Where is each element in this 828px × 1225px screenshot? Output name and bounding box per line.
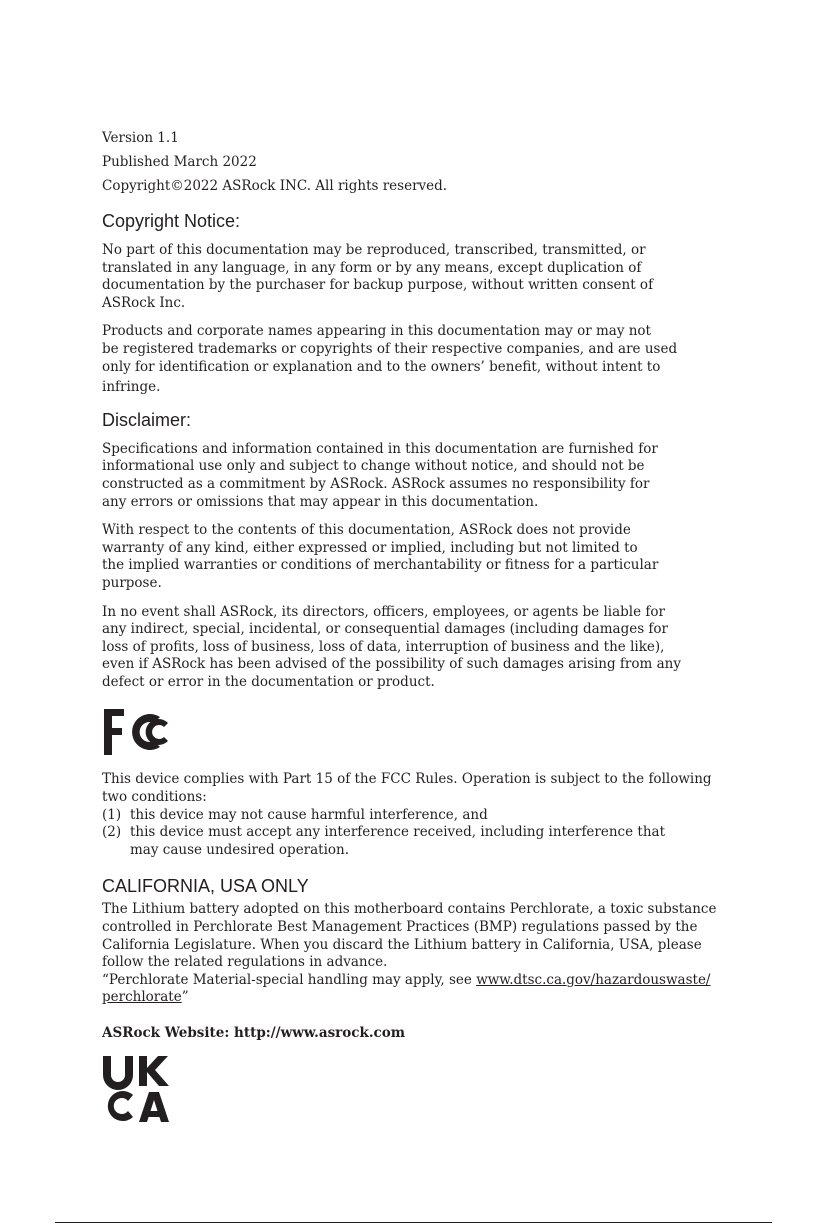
quote-suffix: ”	[181, 989, 189, 1006]
text-line: defect or error in the documentation or product.	[102, 673, 435, 690]
text-line: any indirect, special, incidental, or consequential damages (including damages for	[102, 621, 669, 638]
copyright-paragraph-1	[102, 242, 702, 312]
text-line: With respect to the contents of this documentation, ASRock does not provide	[102, 522, 631, 539]
text-line: follow the related regulations in advance.	[102, 954, 388, 971]
content-column	[102, 126, 717, 1123]
text-line: warranty of any kind, either expressed or implied, including but not limited to	[102, 539, 638, 556]
fcc-condition-2	[102, 824, 702, 859]
text-line: the implied warranties or conditions of merchantability or fitness for a particular	[102, 557, 659, 574]
asrock-website: ASRock Website: http://www.asrock.com	[102, 1025, 406, 1041]
text-line: The Lithium battery adopted on this motherboard contains Perchlorate, a toxic substance	[102, 901, 717, 918]
text-line: informational use only and subject to change without notice, and should not be	[102, 458, 645, 475]
text-line: infringe.	[102, 379, 161, 396]
text-line: loss of profits, loss of business, loss of data, interruption of business and the like),	[102, 638, 665, 655]
disclaimer-heading: Disclaimer:	[102, 409, 192, 430]
text-line: Products and corporate names appearing in this documentation may or may not	[102, 323, 651, 340]
fcc-intro	[102, 771, 712, 806]
text-line: Specifications and information contained in this documentation are furnished for	[102, 440, 658, 457]
text-line: translated in any language, in any form or by any means, except duplication of	[102, 259, 642, 276]
copyright-notice-heading: Copyright Notice:	[102, 211, 241, 231]
condition-number: (2)	[102, 824, 122, 841]
fcc-condition-1	[102, 807, 702, 825]
text-line	[102, 989, 702, 1007]
text-line: this device may not cause harmful interference, and	[130, 806, 488, 823]
text-line: purpose.	[102, 574, 162, 591]
version-line: Version 1.1	[102, 130, 179, 146]
published-line: Published March 2022	[102, 154, 257, 170]
text-line: be registered trademarks or copyrights of their respective companies, and are used	[102, 340, 678, 357]
text-line	[102, 971, 711, 990]
condition-text	[130, 807, 488, 825]
disclaimer-paragraph-2	[102, 522, 702, 592]
text-line: this device must accept any interference received, including interference that	[130, 824, 665, 841]
california-paragraph	[102, 901, 717, 1007]
text-line: two conditions:	[102, 789, 207, 806]
bottom-rule	[55, 1222, 772, 1223]
ukca-logo-icon	[102, 1055, 170, 1123]
condition-text	[130, 824, 665, 859]
copyright-paragraph-2	[102, 323, 702, 396]
text-line: California Legislature. When you discard the Lithium battery in California, USA, please	[102, 936, 702, 953]
text-line: documentation by the purchaser for backup purpose, without written consent of	[102, 277, 654, 294]
quote-prefix: “Perchlorate Material-special handling may apply, see	[102, 971, 477, 988]
dtsc-link-continued[interactable]: perchlorate	[102, 989, 182, 1006]
condition-number: (1)	[102, 806, 122, 823]
text-line: even if ASRock has been advised of the possibility of such damages arising from any	[102, 656, 681, 673]
text-line: only for identification or explanation and to the owners’ benefit, without intent to	[102, 358, 661, 375]
california-heading: CALIFORNIA, USA ONLY	[102, 876, 309, 897]
disclaimer-paragraph-1	[102, 441, 702, 511]
text-line: In no event shall ASRock, its directors, officers, employees, or agents be liable for	[102, 603, 665, 620]
copyright-line: Copyright©2022 ASRock INC. All rights reserved.	[102, 178, 448, 194]
text-line: constructed as a commitment by ASRock. ASRock assumes no responsibility for	[102, 475, 650, 492]
text-line: This device complies with Part 15 of the FCC Rules. Operation is subject to the following	[102, 771, 712, 788]
fcc-logo-icon	[102, 707, 172, 757]
text-line: may cause undesired operation.	[130, 841, 350, 858]
text-line: ASRock Inc.	[102, 294, 186, 311]
dtsc-link[interactable]: www.dtsc.ca.gov/hazardouswaste/	[476, 971, 711, 988]
text-line: any errors or omissions that may appear in this documentation.	[102, 493, 539, 510]
disclaimer-paragraph-3	[102, 604, 702, 692]
text-line: controlled in Perchlorate Best Management Practices (BMP) regulations passed by the	[102, 919, 698, 936]
text-line: No part of this documentation may be reproduced, transcribed, transmitted, or	[102, 242, 646, 258]
